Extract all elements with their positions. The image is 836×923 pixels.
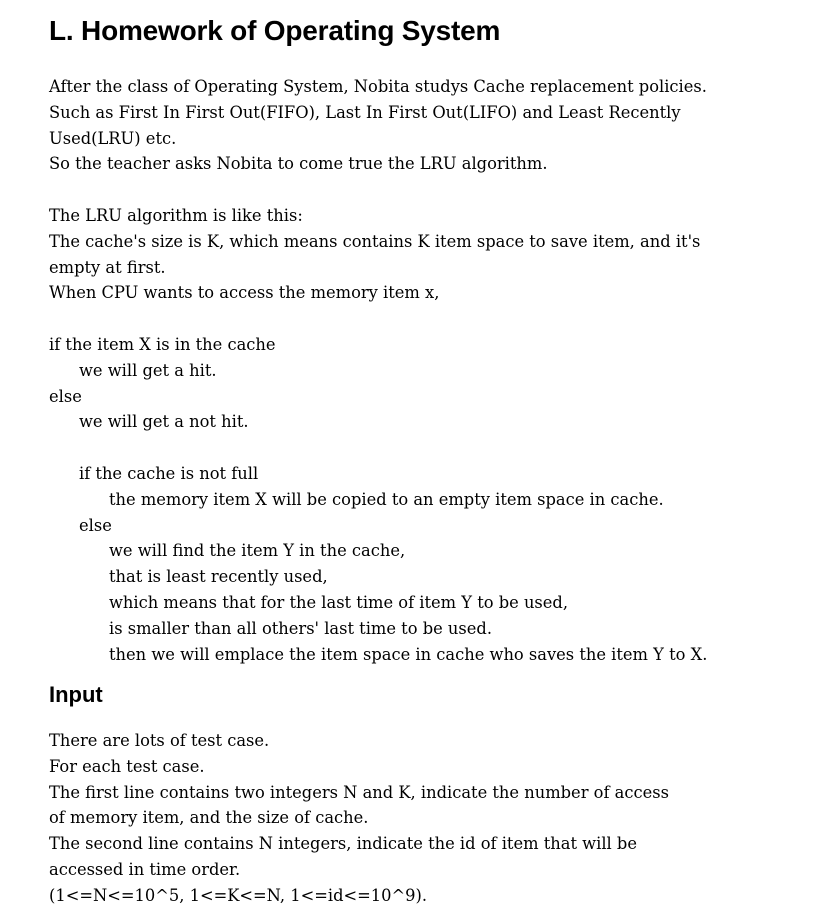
description-line: The LRU algorithm is like this: [49, 205, 303, 225]
input-line: of memory item, and the size of cache. [49, 808, 369, 828]
input-line: The second line contains N integers, indicate the id of item that will be [49, 834, 637, 854]
description-line: After the class of Operating System, Nobita studys Cache replacement policies. [49, 77, 707, 96]
description-line: Such as First In First Out(FIFO), Last In First Out(LIFO) and Least Recently [49, 102, 681, 122]
description-line: is smaller than all others' last time to be used. [109, 618, 493, 638]
description-line: that is least recently used, [109, 567, 328, 587]
description-line: then we will emplace the item space in cache who saves the item Y to X. [109, 644, 708, 664]
description-line: we will get a hit. [79, 360, 217, 380]
input-line: There are lots of test case. [49, 731, 270, 750]
description-line: the memory item X will be copied to an empty item space in cache. [109, 489, 664, 509]
input-line: For each test case. [49, 756, 205, 776]
description-line: So the teacher asks Nobita to come true the LRU algorithm. [49, 154, 548, 174]
description-line: The cache's size is K, which means contains K item space to save item, and it's [49, 231, 701, 251]
input-line: accessed in time order. [49, 859, 241, 879]
input-description [49, 728, 829, 909]
description-line: we will find the item Y in the cache, [109, 541, 406, 561]
input-line: The first line contains two integers N and K, indicate the number of access [49, 782, 669, 802]
problem-description [49, 74, 829, 667]
input-line: (1<=N<=10^5, 1<=K<=N, 1<=id<=10^9). [49, 885, 428, 905]
description-line: else [79, 515, 112, 535]
description-line [49, 435, 829, 461]
description-line: When CPU wants to access the memory item x, [49, 283, 440, 303]
description-line: we will get a not hit. [79, 412, 249, 432]
input-heading: Input [49, 682, 103, 707]
description-line: if the item X is in the cache [49, 334, 276, 354]
description-line [49, 306, 829, 332]
description-line: empty at first. [49, 257, 166, 277]
description-line: which means that for the last time of item Y to be used, [109, 592, 569, 612]
description-line: else [49, 386, 82, 406]
description-line: if the cache is not full [79, 463, 259, 483]
description-line [49, 177, 829, 203]
description-line: Used(LRU) etc. [49, 128, 177, 148]
problem-title: L. Homework of Operating System [49, 15, 501, 46]
